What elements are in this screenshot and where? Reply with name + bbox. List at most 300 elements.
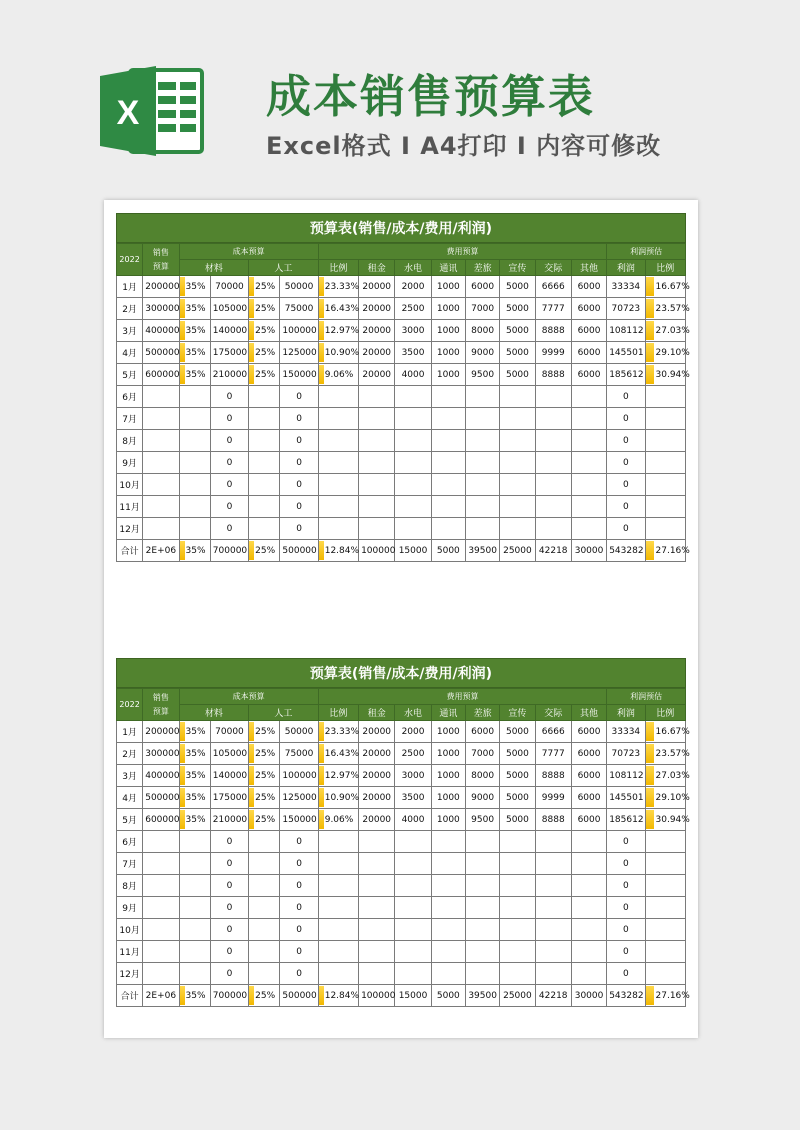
table-row [117,853,686,875]
table-cell [571,430,606,452]
table-cell: 5000 [500,320,535,342]
column-header: 其他 [571,260,606,276]
table-cell [395,875,431,897]
table-cell: 25000 [500,985,535,1007]
table-cell: 35% [179,787,210,809]
table-row [117,941,686,963]
table-cell: 6月 [117,831,143,853]
table-cell: 140000 [210,320,248,342]
table-cell: 23.33% [318,276,358,298]
table-cell: 0 [280,430,318,452]
table-cell [395,897,431,919]
table-cell [395,386,431,408]
table-cell [318,919,358,941]
table-cell: 35% [179,743,210,765]
table-cell: 12.97% [318,320,358,342]
table-cell [431,430,465,452]
table-cell: 35% [179,765,210,787]
table-cell [535,875,571,897]
table-cell: 100000 [359,985,395,1007]
profit-estimate-header: 利润预估 [607,689,686,705]
table-cell: 0 [210,963,248,985]
table-cell: 145501 [607,342,645,364]
table-cell: 27.16% [645,540,685,562]
table-cell [645,408,685,430]
table-cell [500,831,535,853]
table-cell: 0 [210,518,248,540]
table-cell [465,430,499,452]
cost-budget-header: 成本预算 [179,689,318,705]
table-row [117,963,686,985]
table-cell: 543282 [607,540,645,562]
table-cell [431,452,465,474]
table-cell: 16.67% [645,276,685,298]
table-cell: 4月 [117,787,143,809]
table-cell: 33334 [607,721,645,743]
table-cell: 6000 [571,276,606,298]
table-cell [179,474,210,496]
table-cell: 0 [607,831,645,853]
table-cell [143,919,179,941]
table-cell: 1000 [431,787,465,809]
table-cell: 400000 [143,765,179,787]
column-header: 其他 [571,705,606,721]
table-cell: 9500 [465,809,499,831]
table-cell: 108112 [607,765,645,787]
table-row [117,386,686,408]
table-cell: 20000 [359,743,395,765]
table-cell [143,452,179,474]
table-row [117,474,686,496]
column-header: 比例 [318,260,358,276]
table-cell [535,518,571,540]
table-cell: 27.03% [645,765,685,787]
table-cell [571,897,606,919]
table-cell: 27.03% [645,320,685,342]
table-cell [535,474,571,496]
table-cell [535,897,571,919]
column-header-labor: 人工 [249,260,319,276]
table-cell [318,474,358,496]
table-cell [395,831,431,853]
table-cell: 27.16% [645,985,685,1007]
table-cell: 0 [280,831,318,853]
table-cell [179,853,210,875]
table-cell: 9999 [535,787,571,809]
table-cell: 10月 [117,919,143,941]
table-cell [318,941,358,963]
table-cell: 35% [179,298,210,320]
table-cell [535,408,571,430]
table-row [117,540,686,562]
table-cell [645,963,685,985]
table-cell: 100000 [359,540,395,562]
table-cell: 25% [249,985,280,1007]
table-cell: 0 [607,430,645,452]
table-cell [143,875,179,897]
table-cell [431,875,465,897]
table-cell [535,941,571,963]
column-header: 宣传 [500,260,535,276]
table-cell [143,518,179,540]
table-cell: 3500 [395,787,431,809]
table-cell: 0 [280,496,318,518]
table-cell [500,853,535,875]
table-cell [249,452,280,474]
table-cell [143,941,179,963]
table-cell [179,963,210,985]
table-cell: 0 [607,386,645,408]
table-cell: 0 [607,941,645,963]
table-cell [395,430,431,452]
table-cell: 25% [249,765,280,787]
table-cell: 3000 [395,765,431,787]
table-cell [465,875,499,897]
table-cell: 9000 [465,342,499,364]
table-cell [571,518,606,540]
table-cell: 1000 [431,364,465,386]
table-cell: 20000 [359,276,395,298]
table-cell [571,831,606,853]
cost-budget-header: 成本预算 [179,244,318,260]
table-cell [645,518,685,540]
table-cell: 150000 [280,364,318,386]
table-cell: 4000 [395,364,431,386]
table-cell: 105000 [210,743,248,765]
table-row [117,408,686,430]
table-cell: 2月 [117,298,143,320]
table-cell [143,474,179,496]
table-cell: 0 [607,853,645,875]
expense-budget-header: 费用预算 [318,244,606,260]
table-cell: 0 [607,474,645,496]
table-cell: 12.84% [318,985,358,1007]
table-cell: 合计 [117,985,143,1007]
table-cell: 140000 [210,765,248,787]
table-cell [500,518,535,540]
table-cell: 700000 [210,540,248,562]
table-cell: 20000 [359,787,395,809]
table-cell: 33334 [607,276,645,298]
table-cell [318,496,358,518]
table-row [117,809,686,831]
table-row [117,919,686,941]
table-cell [359,897,395,919]
table-cell: 50000 [280,721,318,743]
table-cell [535,386,571,408]
table-cell [535,831,571,853]
table-cell [571,408,606,430]
table-cell: 8888 [535,364,571,386]
table-row [117,875,686,897]
table-cell [249,408,280,430]
table-cell [500,430,535,452]
table-cell: 6000 [571,298,606,320]
table-cell: 543282 [607,985,645,1007]
table-cell: 0 [280,474,318,496]
table-cell: 0 [607,919,645,941]
table-cell [571,452,606,474]
table-cell [359,941,395,963]
table-cell: 200000 [143,721,179,743]
table-cell: 7000 [465,298,499,320]
table-cell: 0 [607,496,645,518]
table-cell [143,963,179,985]
table-cell [500,474,535,496]
budget-table-2 [116,658,690,1007]
table-cell: 600000 [143,809,179,831]
table-cell [395,919,431,941]
table-cell [249,875,280,897]
table-cell: 0 [280,386,318,408]
table-cell: 20000 [359,342,395,364]
table-cell [571,963,606,985]
column-header: 利润 [607,705,645,721]
table-cell: 0 [607,518,645,540]
table-cell: 4000 [395,809,431,831]
table-cell: 6000 [571,743,606,765]
table-cell: 2000 [395,721,431,743]
table-cell: 25% [249,743,280,765]
table-cell: 0 [210,897,248,919]
table-cell [500,408,535,430]
table-cell [431,919,465,941]
column-header: 比例 [645,705,685,721]
table-cell [359,919,395,941]
table-cell: 9月 [117,897,143,919]
table-cell: 6000 [571,320,606,342]
table-cell: 0 [210,430,248,452]
table-cell [179,919,210,941]
table-cell: 8月 [117,875,143,897]
table-cell: 125000 [280,342,318,364]
table-cell [645,919,685,941]
table-cell: 25% [249,276,280,298]
table-cell: 10.90% [318,787,358,809]
table-cell: 70723 [607,298,645,320]
table-cell: 9500 [465,364,499,386]
table-cell [143,853,179,875]
table-cell: 16.43% [318,298,358,320]
table-cell: 30.94% [645,364,685,386]
table-cell: 5000 [431,985,465,1007]
table-cell: 16.43% [318,743,358,765]
table-cell [249,474,280,496]
table-cell [645,474,685,496]
table-cell [179,496,210,518]
table-cell: 25% [249,320,280,342]
profit-estimate-header: 利润预估 [607,244,686,260]
column-header-labor: 人工 [249,705,319,721]
table-cell: 2500 [395,298,431,320]
table-cell [465,963,499,985]
table-cell: 0 [210,474,248,496]
table-cell: 42218 [535,540,571,562]
table-cell [395,452,431,474]
table-cell: 合计 [117,540,143,562]
table-cell [465,897,499,919]
table-cell: 12.97% [318,765,358,787]
table-cell [318,430,358,452]
table-cell [645,452,685,474]
table-cell: 7777 [535,743,571,765]
table-row [117,787,686,809]
table-cell: 8888 [535,809,571,831]
table-cell: 5000 [500,765,535,787]
table-cell: 70000 [210,721,248,743]
table-cell: 5月 [117,809,143,831]
table-cell: 20000 [359,298,395,320]
table-cell: 2000 [395,276,431,298]
table-cell: 30000 [571,985,606,1007]
table-cell [359,408,395,430]
table-cell: 1000 [431,298,465,320]
table-cell [431,897,465,919]
column-header: 差旅 [465,260,499,276]
table-cell [500,452,535,474]
sheet-title: 预算表(销售/成本/费用/利润) [116,213,686,243]
table-cell [359,430,395,452]
table-cell [249,831,280,853]
table-cell: 3000 [395,320,431,342]
table-cell [249,518,280,540]
table-cell [465,853,499,875]
table-cell [395,496,431,518]
table-cell: 0 [607,452,645,474]
table-cell [143,386,179,408]
table-cell: 12月 [117,963,143,985]
table-cell: 500000 [280,540,318,562]
table-cell [535,452,571,474]
table-cell: 185612 [607,364,645,386]
table-cell: 150000 [280,809,318,831]
table-cell [179,941,210,963]
table-cell: 25% [249,364,280,386]
column-header: 水电 [395,260,431,276]
table-cell: 6666 [535,721,571,743]
table-cell: 35% [179,276,210,298]
table-cell: 30.94% [645,809,685,831]
table-cell [318,408,358,430]
table-cell [645,430,685,452]
year-cell: 2022 [117,689,143,721]
table-cell: 25% [249,809,280,831]
table-cell: 100000 [280,765,318,787]
table-cell: 15000 [395,985,431,1007]
table-cell: 25% [249,342,280,364]
page-subtitle: Excel格式 I A4打印 I 内容可修改 [266,132,662,160]
table-cell [318,875,358,897]
table-cell [645,897,685,919]
table-cell [318,386,358,408]
table-cell [465,386,499,408]
table-cell [431,831,465,853]
table-cell: 29.10% [645,342,685,364]
table-cell: 1000 [431,809,465,831]
table-cell [359,963,395,985]
table-cell: 5000 [500,721,535,743]
table-cell: 5000 [500,298,535,320]
table-cell [179,430,210,452]
table-cell: 145501 [607,787,645,809]
table-row [117,364,686,386]
table-cell: 8000 [465,765,499,787]
table-cell: 5000 [500,787,535,809]
table-cell [571,386,606,408]
table-cell: 6000 [571,787,606,809]
table-cell [431,496,465,518]
table-cell: 9000 [465,787,499,809]
table-cell [179,875,210,897]
table-cell: 0 [210,452,248,474]
table-cell: 75000 [280,743,318,765]
table-cell [249,496,280,518]
table-cell [535,919,571,941]
column-header: 比例 [318,705,358,721]
table-cell: 0 [280,897,318,919]
table-cell: 1月 [117,276,143,298]
table-cell: 35% [179,809,210,831]
table-cell [645,386,685,408]
table-cell: 5000 [500,809,535,831]
table-cell: 175000 [210,342,248,364]
table-cell [359,875,395,897]
table-cell [571,875,606,897]
table-cell [249,430,280,452]
table-cell: 200000 [143,276,179,298]
table-cell [249,897,280,919]
table-cell: 2月 [117,743,143,765]
column-header: 通讯 [431,705,465,721]
logo-letter: X [116,94,140,132]
table-cell: 0 [210,875,248,897]
table-cell [500,496,535,518]
budget-table [116,688,690,1007]
table-row [117,496,686,518]
table-cell [535,430,571,452]
table-row [117,765,686,787]
table-cell [465,408,499,430]
table-cell: 300000 [143,298,179,320]
table-cell [359,853,395,875]
table-cell [179,897,210,919]
sales-budget-header: 销售 预算 [143,244,179,276]
table-cell: 500000 [143,787,179,809]
table-cell: 8000 [465,320,499,342]
table-cell: 20000 [359,364,395,386]
expense-budget-header: 费用预算 [318,689,606,705]
table-cell: 105000 [210,298,248,320]
table-cell: 20000 [359,320,395,342]
table-cell [571,474,606,496]
table-cell [179,452,210,474]
table-cell [359,496,395,518]
table-cell: 7000 [465,743,499,765]
table-cell [395,518,431,540]
table-cell [535,853,571,875]
table-row [117,721,686,743]
table-cell: 5月 [117,364,143,386]
table-cell: 0 [210,386,248,408]
table-cell [318,897,358,919]
table-cell [571,919,606,941]
table-cell [500,875,535,897]
table-cell: 4月 [117,342,143,364]
table-row [117,342,686,364]
table-cell: 20000 [359,721,395,743]
table-row [117,743,686,765]
table-cell [571,496,606,518]
